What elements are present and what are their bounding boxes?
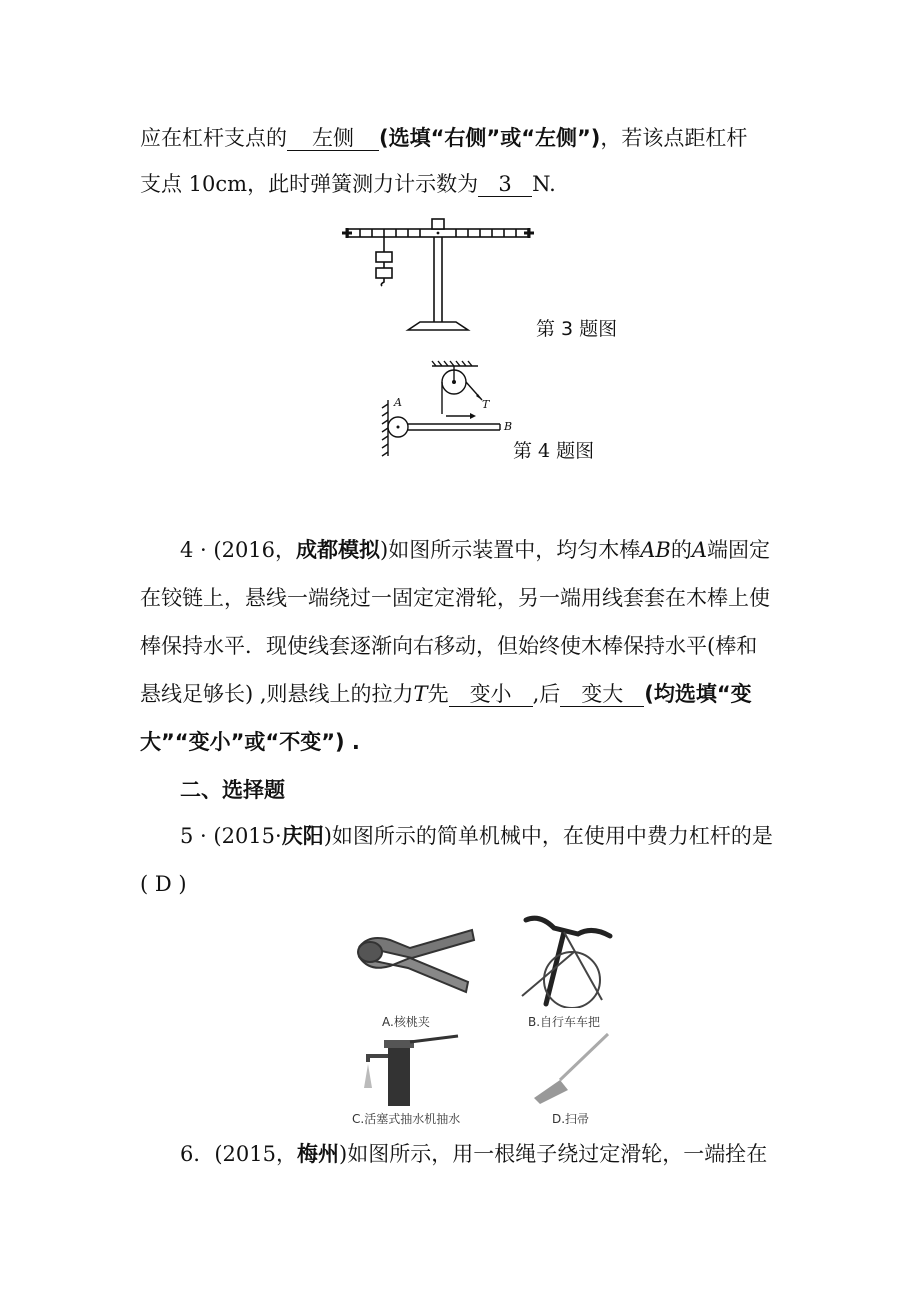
q6-line-1: 6．(2015，梅州)如图所示，用一根绳子绕过定滑轮，一端拴在 <box>180 1142 768 1166</box>
q5-answer: ( D ) <box>140 872 187 896</box>
q5-line-1: 5 · (2015·庆阳)如图所示的简单机械中，在使用中费力杠杆的是 <box>180 824 773 848</box>
option-b-label: B.自行车车把 <box>528 1015 601 1029</box>
bicycle-handlebar-image <box>518 912 618 1008</box>
section-title: 二、选择题 <box>180 778 285 802</box>
q3-answer-1: 左侧 <box>287 126 379 151</box>
q4-answer-2: 变大 <box>560 682 644 707</box>
q4-answer-1: 变小 <box>449 682 533 707</box>
q3-answer-2: 3 <box>478 172 532 197</box>
water-pump-image <box>352 1032 462 1108</box>
label-a: A <box>394 396 402 409</box>
option-d-label: D.扫帚 <box>552 1112 590 1126</box>
q4-line-4: 悬线足够长) ,则悬线上的拉力T先 变小 ,后 变大 (均选填“变 <box>140 682 752 706</box>
q4-line-1: 4 · (2016，成都模拟)如图所示装置中，均匀木棒AB的A端固定 <box>180 538 771 562</box>
broom-image <box>528 1030 612 1106</box>
q4-line-3: 棒保持水平．现使线套逐渐向右移动，但始终使木棒保持水平(棒和 <box>140 634 758 658</box>
fig3-caption: 第 3 题图 <box>536 318 618 340</box>
q3-line-2: 支点 10cm，此时弹簧测力计示数为 3 N. <box>140 172 556 196</box>
label-b: B <box>504 420 513 433</box>
label-t: T <box>482 398 490 411</box>
option-c-label: C.活塞式抽水机抽水 <box>352 1112 461 1126</box>
q3-line-1: 应在杠杆支点的 左侧 (选填“右侧”或“左侧”)，若该点距杠杆 <box>140 126 748 150</box>
pulley-rod-figure <box>374 360 524 460</box>
nutcracker-image <box>340 918 480 1000</box>
option-a-label: A.核桃夹 <box>382 1015 430 1029</box>
lever-figure <box>338 214 538 336</box>
fig4-caption: 第 4 题图 <box>513 440 595 462</box>
q4-line-2: 在铰链上，悬线一端绕过一固定定滑轮，另一端用线套套在木棒上使 <box>140 586 770 610</box>
q4-line-5: 大”“变小”或“不变”) . <box>140 730 360 754</box>
